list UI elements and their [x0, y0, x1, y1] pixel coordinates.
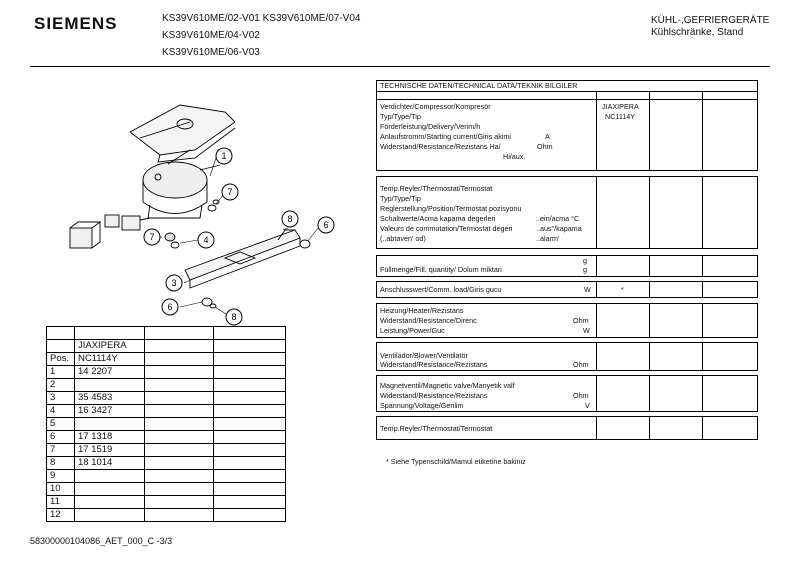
callout-6b: 6: [167, 302, 173, 312]
callout-8b: 8: [231, 312, 237, 322]
compressor-exploded-diagram: [50, 80, 350, 330]
spec-thermostat: Temp.Reyler/Thermostat/Termostat Typ/Type/Tip Reglerstellung/Position/Termostat pozisyonu Schaltwerte/Acma kapama degerleri ..ein/acma °C Valeurs de commutation/Termostat degeri ..aus"/kapama (..abtaven' od) ..alarm': [376, 176, 758, 249]
parts-header-make: JIAXIPERA: [74, 340, 144, 353]
table-row: 10: [47, 483, 286, 496]
model-line-3: KS39V610ME/06-V03: [162, 47, 260, 58]
compressor-body: [143, 162, 207, 198]
parts-table: [46, 326, 286, 522]
table-row: 2: [47, 379, 286, 392]
document-code: 58300000104086_AET_000_C -3/3: [30, 536, 173, 546]
table-row: 6 17 1318: [47, 431, 286, 444]
compressor-type: NC1114Y: [605, 112, 636, 121]
category-line-1: KÜHL-,GEFRIERGERÄTE: [651, 15, 770, 26]
typeplate-footnote: * Siehe Typenschild/Mamul etiketine bakiniz: [386, 457, 526, 466]
table-row: 8 18 1014: [47, 457, 286, 470]
category-line-2: Kühlschränke, Stand: [651, 27, 744, 38]
callout-4: 4: [203, 235, 209, 245]
spec-fill-quantity: g Füllmenge/Fill. quantity/ Dolum miktari g: [376, 255, 758, 277]
table-row: 9: [47, 470, 286, 483]
callout-1: 1: [221, 151, 227, 161]
spec-heater: Heizung/Heater/Rezistans Widerstand/Resistance/Direnc Ohm Leistung/Power/Guc W: [376, 303, 758, 338]
parts-header-type: NC1114Y: [74, 353, 144, 366]
table-row: 11: [47, 496, 286, 509]
spec-compressor: Verdichter/Compressor/Kompresör Typ/Type/Tip Förderleistung/Delivery/Verim/h Anlaufstromm/Starting current/Giris akimi A Widerstand/Resistance/Rezistans Ha/ Ohm Hi/aux. JIAXIPERA NC1114Y: [376, 99, 758, 171]
model-line-1: KS39V610ME/02-V01 KS39V610ME/07-V04: [162, 13, 361, 24]
callout-3: 3: [171, 278, 177, 288]
table-row: 5: [47, 418, 286, 431]
spec-fan: Ventilador/Blower/Ventilatör Widerstand/Resistance/Rezistans Ohm: [376, 342, 758, 371]
table-row: 4 16 3427: [47, 405, 286, 418]
callout-6a: 6: [323, 220, 329, 230]
spec-comm-load: Anschlusswert/Comm. load/Giris gucu W *: [376, 281, 758, 298]
tech-title: TECHNISCHE DATEN/TECHNICAL DATA/TEKNIK BILGILER: [380, 81, 578, 90]
callout-7a: 7: [227, 187, 233, 197]
table-row: 7 17 1519: [47, 444, 286, 457]
spec-thermostat-2: Temp.Reyler/Thermostat/Termostat: [376, 416, 758, 440]
callout-7b: 7: [149, 232, 155, 242]
table-row: 12: [47, 509, 286, 522]
compressor-make: JIAXIPERA: [602, 102, 639, 111]
relay-part: [70, 228, 92, 248]
parts-pos-label: Pos.: [47, 353, 75, 366]
table-row: 1 14 2207: [47, 366, 286, 379]
cover-part: [130, 105, 235, 155]
spec-magnetic-valve: Magnetventil/Magnetic valve/Manyetik valf Widerstand/Resistance/Rezistans Ohm Spannung/Voltage/Gerilim V: [376, 375, 758, 412]
brand-logo: SIEMENS: [34, 14, 118, 33]
model-line-2: KS39V610ME/04-V02: [162, 30, 260, 41]
table-row: 3 35 4583: [47, 392, 286, 405]
header-divider: [30, 66, 770, 67]
callout-8a: 8: [287, 214, 293, 224]
